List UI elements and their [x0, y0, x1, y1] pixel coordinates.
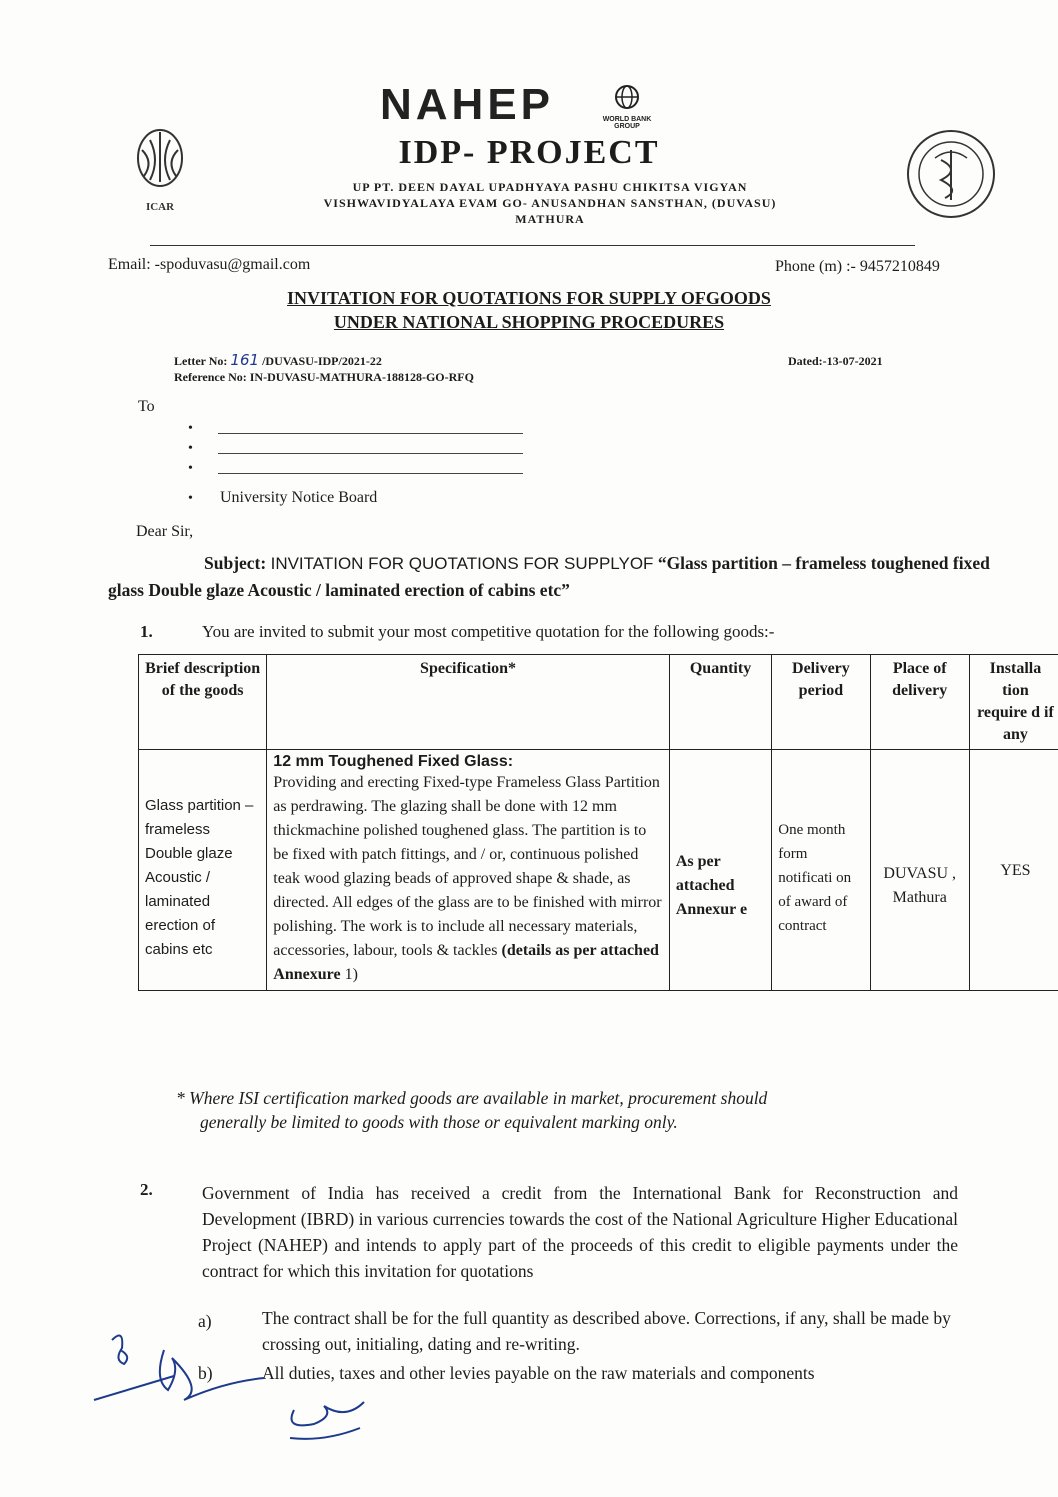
paragraph-number: 1.: [140, 622, 153, 641]
to-label: To: [138, 398, 155, 415]
globe-icon: [614, 84, 640, 110]
university-line: MATHURA: [515, 212, 585, 226]
handwritten-signatures: [84, 1320, 384, 1450]
subject-line: [108, 550, 1008, 603]
goods-installation: YES: [969, 750, 1058, 991]
clause-b-text: All duties, taxes and other levies payable on the raw materials and components: [262, 1363, 815, 1383]
spec-end: 1): [344, 966, 358, 983]
goods-table: [138, 654, 1058, 991]
isi-footnote: [176, 1086, 936, 1134]
spec-body-text: Providing and erecting Fixed-type Frameless Glass Partition as perdrawing. The glazing shall be done with 12 mm thickmachine polished toughened glass. The partition is to be fixed with patch fittings, and / or, continuous polished teak wood glazing beads of approved shape & shade, as directed. All edges of the glass are to be finished with mirror polishing. The work is to include all necessary materials, accessories, labour, tools & tackles: [273, 774, 662, 959]
recipient-bullet: •: [188, 441, 193, 456]
document-title-line2: UNDER NATIONAL SHOPPING PROCEDURES: [333, 312, 725, 332]
letter-no-label: Letter No:: [174, 354, 228, 368]
recipient-blank-line: [218, 473, 523, 474]
goods-specification: [267, 750, 670, 991]
subject-label: Subject:: [204, 553, 267, 573]
reference-number: Reference No: IN-DUVASU-MATHURA-188128-GO-RFQ: [174, 370, 474, 384]
nahep-logo: NAHEP: [380, 80, 555, 129]
footnote-line: * Where ISI certification marked goods are available in market, procurement should: [176, 1088, 768, 1108]
table-header: Specification*: [267, 655, 670, 750]
paragraph-number: 2.: [140, 1180, 153, 1199]
table-header: Place of delivery: [870, 655, 969, 750]
letter-no-handwritten: 161: [230, 351, 260, 369]
email-contact: Email: -spoduvasu@gmail.com: [108, 256, 311, 273]
spec-body: [273, 771, 663, 987]
goods-description: Glass partition – frameless Double glaze Acoustic / laminated erection of cabins etc: [139, 750, 267, 991]
notice-board-recipient: University Notice Board: [220, 489, 378, 506]
table-header: Delivery period: [772, 655, 870, 750]
clause-b-label: b): [198, 1363, 213, 1383]
subject-text: INVITATION FOR QUOTATIONS FOR SUPPLYOF: [270, 554, 654, 573]
spec-annexure-ref: (details as per attached Annexure: [273, 942, 659, 983]
recipient-bullet: •: [188, 491, 193, 506]
project-title: IDP- PROJECT: [398, 134, 660, 171]
recipient-blank-line: [218, 433, 523, 434]
goods-place-of-delivery: DUVASU , Mathura: [870, 750, 969, 991]
university-line: VISHWAVIDYALAYA EVAM GO- ANUSANDHAN SANSTHAN, (DUVASU): [323, 196, 777, 210]
subject-goods: “Glass partition – frameless toughened fixed glass Double glaze Acoustic / laminated erection of cabins etc”: [108, 553, 990, 600]
goods-delivery-period: One month form notificati on of award of contract: [772, 750, 870, 991]
paragraph-1-text: You are invited to submit your most competitive quotation for the following goods:-: [202, 622, 775, 641]
footnote-line: generally be limited to goods with those or equivalent marking only.: [200, 1112, 678, 1132]
spec-heading: 12 mm Toughened Fixed Glass:: [273, 753, 514, 770]
clause-a-text: The contract shall be for the full quantity as described above. Corrections, if any, shall be made by crossing out, initialing, dating and re-writing.: [262, 1308, 951, 1354]
world-bank-logo: [592, 84, 662, 130]
header-divider: [150, 245, 915, 246]
university-line: UP PT. DEEN DAYAL UPADHYAYA PASHU CHIKITSA VIGYAN: [352, 180, 748, 194]
table-header: Installa tion require d if any: [969, 655, 1058, 750]
letter-no-suffix: /DUVASU-IDP/2021-22: [262, 354, 382, 368]
table-header: Brief description of the goods: [139, 655, 267, 750]
table-row: [139, 750, 1058, 991]
letter-number: [174, 352, 474, 369]
phone-contact: Phone (m) :- 9457210849: [775, 258, 940, 275]
clause-a-label: a): [198, 1311, 212, 1331]
salutation: Dear Sir,: [136, 523, 194, 540]
table-header-row: [139, 655, 1058, 750]
document-title-line1: INVITATION FOR QUOTATIONS FOR SUPPLY OFGOODS: [287, 288, 771, 308]
table-header: Quantity: [669, 655, 771, 750]
recipient-bullet: •: [188, 461, 193, 476]
paragraph-2-text: Government of India has received a credit from the International Bank for Reconstruction and Development (IBRD) in various currencies towards the cost of the National Agriculture Higher Educational Project (NAHEP) and intends to apply part of the proceeds of this credit to eligible payments under the contract for which this invitation for quotations: [202, 1183, 958, 1281]
recipient-bullet: •: [188, 421, 193, 436]
recipient-blank-line: [218, 453, 523, 454]
university-name: [240, 179, 860, 227]
icar-logo-text: ICAR: [145, 201, 175, 213]
letter-date: Dated:-13-07-2021: [788, 354, 883, 368]
world-bank-label: WORLD BANK GROUP: [602, 116, 652, 130]
goods-quantity: As per attached Annexur e: [669, 750, 771, 991]
letter-reference-block: [174, 352, 474, 385]
